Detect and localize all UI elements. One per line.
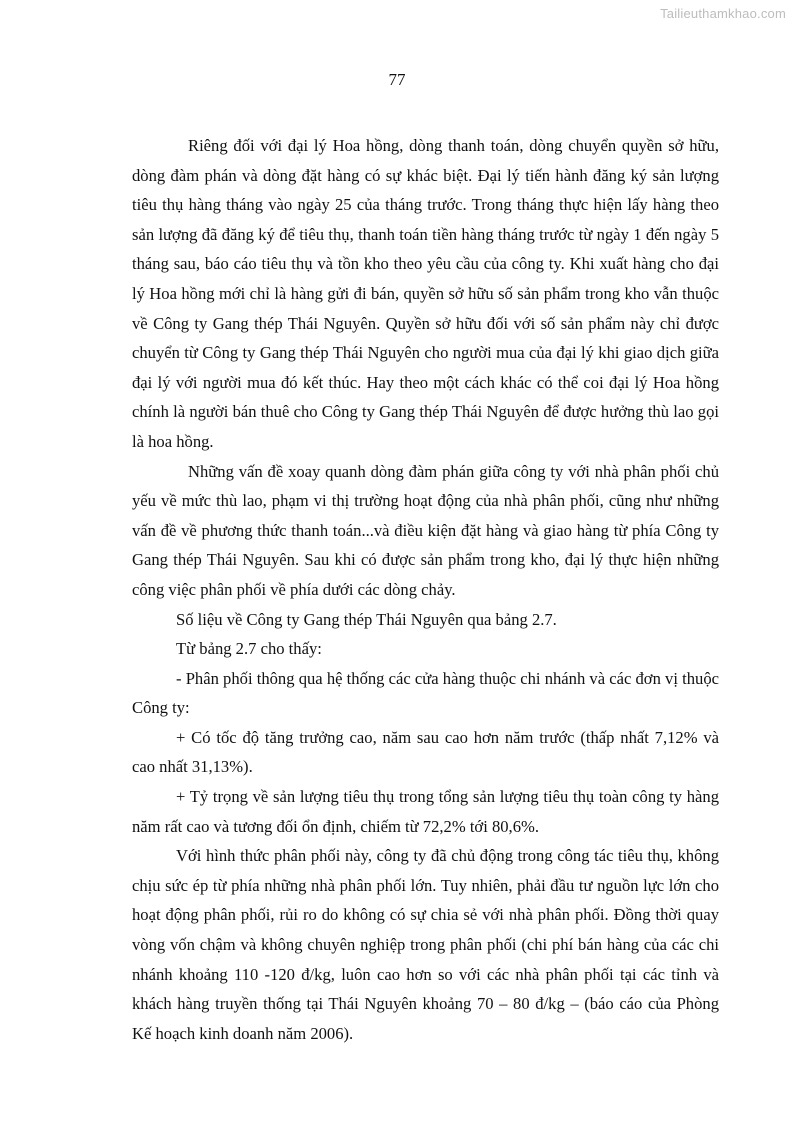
page-number: 77: [388, 70, 406, 89]
paragraph-data-reference: Số liệu về Công ty Gang thép Thái Nguyên qua bảng 2.7.: [176, 609, 557, 629]
list-item-distribution: - Phân phối thông qua hệ thống các cửa hàng thuộc chi nhánh và các đơn vị thuộc Công ty:: [132, 668, 719, 718]
watermark: Tailieuthamkhao.com: [660, 6, 786, 21]
list-item-share: + Tỷ trọng về sản lượng tiêu thụ trong tổng sản lượng tiêu thụ toàn công ty hàng năm rất cao và tương đối ổn định, chiếm từ 72,2% tới 80,6%.: [132, 787, 719, 836]
paragraph-commission-agent: Riêng đối với đại lý Hoa hồng, dòng thanh toán, dòng chuyển quyền sở hữu, dòng đàm phán và dòng đặt hàng có sự khác biệt. Đại lý tiến hành đăng ký sản lượng tiêu thụ hàng tháng vào ngày 25 của tháng trước. Trong tháng thực hiện lấy hàng theo sản lượng đã đăng ký để tiêu thụ, thanh toán tiền hàng tháng trước từ ngày 1 đến ngày 5 tháng sau, báo cáo tiêu thụ và tồn kho theo yêu cầu của công ty. Khi xuất hàng cho đại lý Hoa hồng mới chỉ là hàng gửi đi bán, quyền sở hữu số sản phẩm trong kho vẫn thuộc về Công ty Gang thép Thái Nguyên. Quyền sở hữu đối với số sản phẩm này chỉ được chuyển từ Công ty Gang thép Thái Nguyên cho người mua của đại lý khi giao dịch giữa đại lý với người mua đó kết thúc. Hay theo một cách khác có thể coi đại lý Hoa hồng chính là người bán thuê cho Công ty Gang thép Thái Nguyên để được hưởng thù lao gọi là hoa hồng.: [132, 136, 719, 451]
list-item-growth: + Có tốc độ tăng trưởng cao, năm sau cao hơn năm trước (thấp nhất 7,12% và cao nhất 31,13%).: [132, 727, 719, 777]
document-body: [132, 131, 719, 1048]
paragraph-negotiation-flow: Những vấn đề xoay quanh dòng đàm phán giữa công ty với nhà phân phối chủ yếu về mức thù lao, phạm vi thị trường hoạt động của nhà phân phối, cũng như những vấn đề về phương thức thanh toán...và điều kiện đặt hàng và giao hàng từ phía Công ty Gang thép Thái Nguyên. Sau khi có được sản phẩm trong kho, đại lý thực hiện những công việc phân phối về phía dưới các dòng chảy.: [132, 461, 719, 599]
paragraph-table-intro: Từ bảng 2.7 cho thấy:: [176, 639, 322, 659]
paragraph-evaluation: Với hình thức phân phối này, công ty đã chủ động trong công tác tiêu thụ, không chịu sức ép từ phía những nhà phân phối lớn. Tuy nhiên, phải đầu tư nguồn lực lớn cho hoạt động phân phối, rủi ro do không có sự chia sẻ với nhà phân phối. Đồng thời quay vòng vốn chậm và không chuyên nghiệp trong phân phối (chi phí bán hàng của các chi nhánh khoảng 110 -120 đ/kg, luôn cao hơn so với các nhà phân phối tại các tỉnh và khách hàng truyền thống tại Thái Nguyên khoảng 70 – 80 đ/kg – (báo cáo của Phòng Kế hoạch kinh doanh năm 2006).: [132, 846, 719, 1043]
